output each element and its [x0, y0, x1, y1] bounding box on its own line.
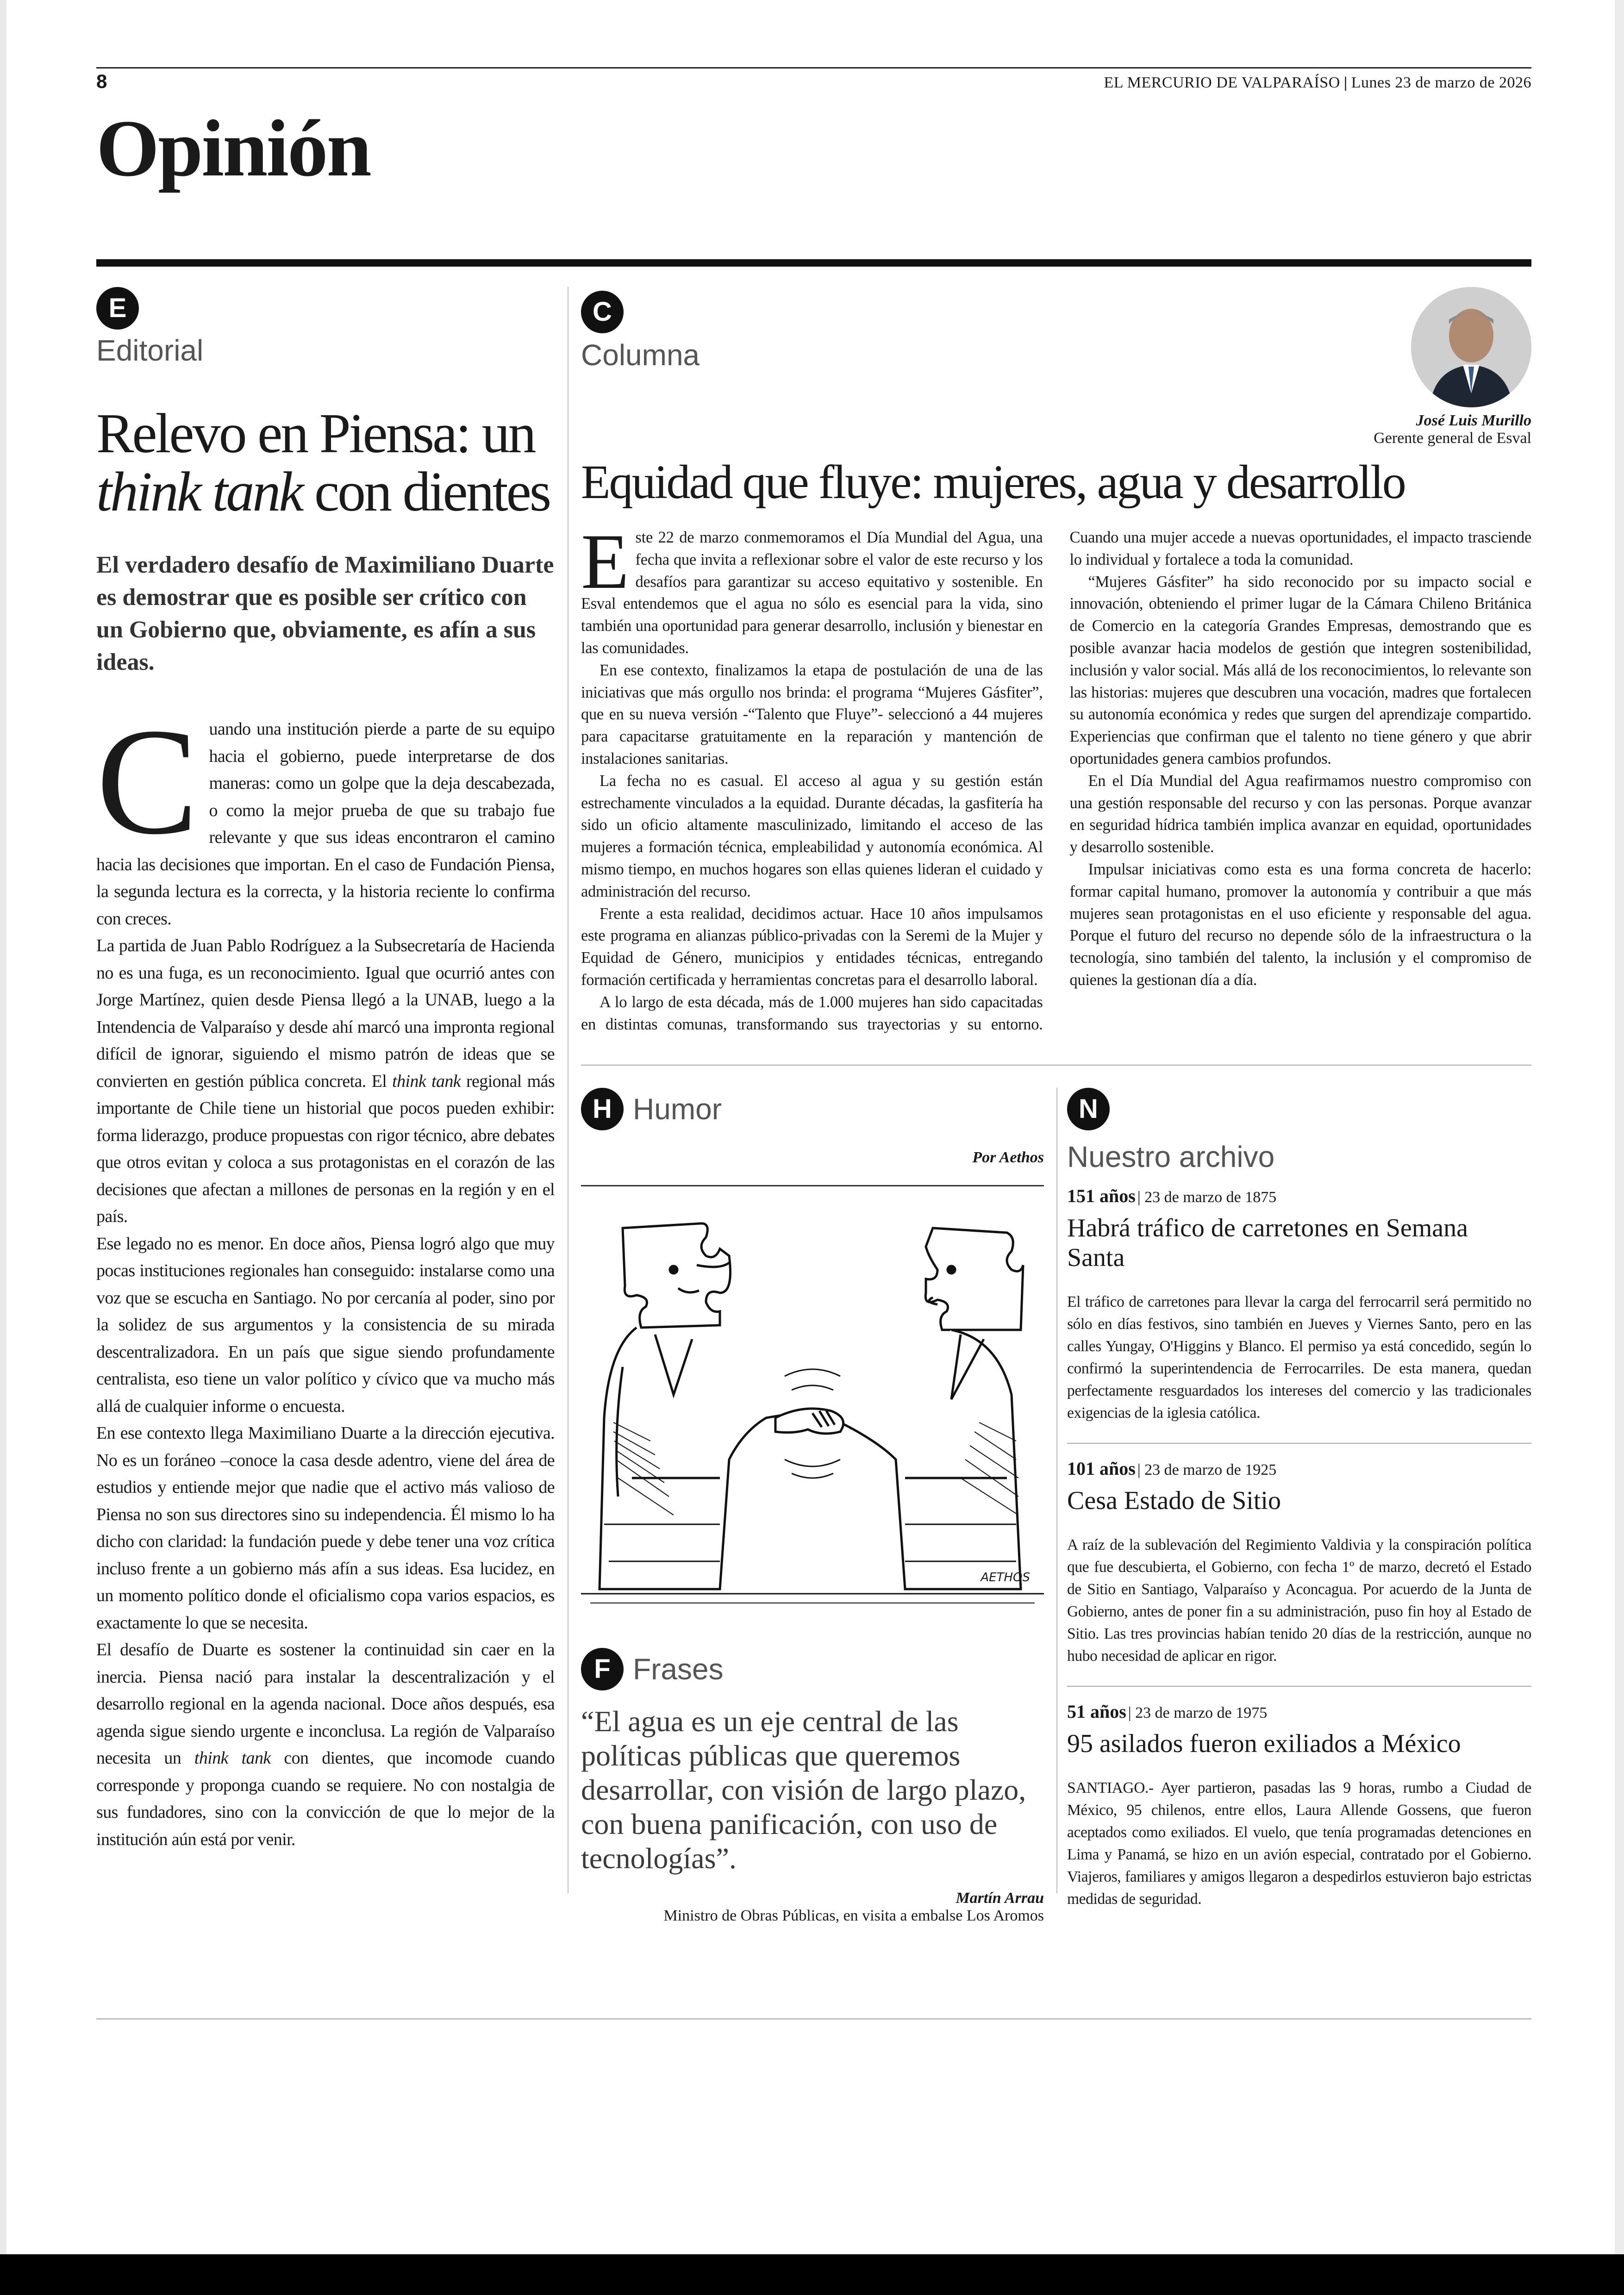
editorial-body	[96, 697, 555, 1853]
columna-paragraph-1	[581, 518, 1043, 660]
columna-paragraph-2: En ese contexto, finalizamos la etapa de postulación de una de las iniciativas que más orgullo nos brinda: el programa “Mujeres Gásfiter”, que en su nueva versión -“Talento que Fluye”- seleccionó a 44 mujeres para capacitarse gratuitamente en la reparación y mantención de instalaciones sanitarias.	[581, 661, 1043, 767]
publication-date: Lunes 23 de marzo de 2026	[1351, 74, 1531, 91]
author-name: José Luis Murillo	[1416, 412, 1531, 429]
editorial-kicker: Editorial	[96, 334, 204, 367]
archivo-item-headline: 95 asilados fueron exiliados a México	[1067, 1729, 1461, 1758]
archivo-divider	[1067, 1443, 1531, 1444]
author-portrait-icon	[1411, 287, 1531, 407]
columna-kicker: Columna	[581, 338, 700, 372]
archivo-item-years: 101 años	[1067, 1458, 1136, 1479]
frases-badge: F	[581, 1648, 624, 1690]
author-photo	[1411, 287, 1531, 407]
masthead	[1104, 74, 1531, 92]
archivo-section	[1067, 1088, 1531, 1910]
archivo-item-date: | 23 de marzo de 1875	[1137, 1189, 1277, 1206]
section-rule	[96, 259, 1531, 267]
archivo-item-body: SANTIAGO.- Ayer partieron, pasadas las 9 horas, rumbo a Ciudad de México, 95 chilenos, entre ellos, Laura Allende Gossens, que fueron aceptados como exiliados. El vuelo, que tenía programadas detenciones en Lima y Panamá, se hizo en un avión especial, contratado por el Gobierno. Viajeros, familiares y amigos llegaron a despedirlos estuvieron bajo estrictas medidas de seguridad.	[1067, 1779, 1531, 1908]
columna-paragraph-3: La fecha no es casual. El acceso al agua y su gestión están estrechamente vinculados a la equidad. Durante décadas, la gasfitería ha sido un oficio altamente masculinizado, limitando el acceso de las mujeres a formación técnica, empleabilidad y autonomía económica. Al mismo tiempo, en muchos hogares son ellas quienes lideran el cuidado y administración del recurso.	[581, 772, 1043, 900]
columna-paragraph-6: “Mujeres Gásfiter” ha sido reconocido por su impacto social e innovación, obteniendo el primer lugar de la Cámara Chileno Británica de Comercio en la categoría Grandes Empresas, demostrando que es posible avanzar hacia modelos de gestión que integren sostenibilidad, inclusión y valor social. Más allá de los reconocimientos, lo relevante son las historias: mujeres que descubren una vocación, madres que fortalecen su autonomía económica y redes que surgen del aprendizaje compartido. Experiencias que confirman que el talento no tiene género y que abrir oportunidades genera cambios profundos.	[1069, 573, 1531, 767]
columna-paragraph-8: Impulsar iniciativas como esta es una forma concreta de hacerlo: formar capital humano, promover la autonomía y contribuir a que más mujeres sean protagonistas en el uso eficiente y responsable del agua. Porque el futuro del recurso no depende sólo de la infraestructura o la tecnología, sino también del talento, la inclusión y el compromiso de quienes la gestionan día a día.	[1069, 860, 1531, 989]
humor-byline: Por Aethos	[972, 1149, 1044, 1166]
editorial-p5-italic: think tank	[194, 1748, 271, 1768]
editorial-p2b-text: regional más importante de Chile tiene un historial que pocos pueden exhibir: forma liderazgo, produce propuestas con rigor técnico, abre debates que otros evitan y coloca a sus protagonistas en el corazón de las decisiones que afectan a millones de personas en la región y en el país.	[96, 1071, 555, 1226]
publication-name: EL MERCURIO DE VALPARAÍSO	[1104, 74, 1340, 91]
editorial-headline-italic: think tank	[96, 461, 302, 523]
editorial-paragraph-4: En ese contexto llega Maximiliano Duarte a la dirección ejecutiva. No es un foráneo –conoce la casa desde adentro, viene del área de estudios y entiende mejor que nadie que el activo más valioso de Piensa no son sus directores sino su independencia. Él mismo lo ha dicho con claridad: la fundación puede y debe tener una voz crítica incluso frente a un gobierno más afín a sus ideas. Esa lucidez, en un momento político donde el oficialismo copa varios espacios, es exactamente lo que se necesita.	[96, 1423, 555, 1633]
header-rule	[96, 67, 1531, 69]
editorial-column	[96, 287, 555, 1853]
humor-section	[581, 1088, 1044, 1612]
humor-badge: H	[581, 1088, 624, 1130]
author-role: Gerente general de Esval	[1374, 430, 1531, 447]
column-divider-right	[1056, 1088, 1057, 1893]
columna-dropcap: E	[581, 518, 629, 605]
editorial-p2-italic: think tank	[392, 1071, 461, 1091]
humor-kicker: Humor	[633, 1092, 722, 1126]
section-title: Opinión	[96, 103, 370, 193]
editorial-p1-text: uando una institución pierde a parte de su equipo hacia el gobierno, puede interpretarse de dos maneras: como un golpe que la deja descabezada, o como la mejor prueba de que su trabajo fue relevante y que sus ideas encontraron el camino hacia las decisiones que importan. En el caso de Fundación Piensa, la segunda lectura es la correcta, y la historia reciente lo confirma con creces.	[96, 719, 555, 929]
archivo-item-headline: Cesa Estado de Sitio	[1067, 1486, 1281, 1515]
editorial-p2a-text: La partida de Juan Pablo Rodríguez a la Subsecretaría de Hacienda no es una fuga, es un reconocimiento. Igual que ocurrió antes con Jorge Martínez, quien desde Piensa llegó a la UNAB, luego a la Intendencia de Valparaíso y desde ahí marcó una impronta regional difícil de ignorar, siguiendo el mismo patrón de ideas que se convierten en gestión pública concreta. El	[96, 936, 555, 1091]
archivo-item	[1067, 1458, 1531, 1667]
columna-paragraph-5: A lo largo de esta década, más de 1.000 mujeres han sido capacitadas en distintas comunas, transformando sus trayectorias y su entorno. Cuando una mujer accede a nuevas oportunidades, el impacto trasciende lo individual y fortalece a toda la comunidad.	[581, 529, 1531, 1033]
frases-section	[581, 1648, 1044, 1925]
editorial-headline-part1: Relevo en Piensa: un	[96, 402, 535, 465]
editorial-paragraph-1	[96, 697, 555, 932]
columna-badge: C	[581, 291, 624, 333]
archivo-kicker: Nuestro archivo	[1067, 1140, 1275, 1173]
editorial-headline	[96, 402, 555, 523]
archivo-item-body: A raíz de la sublevación del Regimiento Valdivia y la conspiración política que fue descubierta, el Gobierno, con fecha 1º de marzo, decretó el Estado de Sitio en Santiago, Valparaíso y Aconcagua. Por acuerdo de la Junta de Gobierno, antes de poner fin a su administración, puso fin hoy al Estado de Sitio. Las tres provincias habían tenido 20 días de la restricción, aunque no hubo necesidad de aplicar en rigor.	[1067, 1536, 1531, 1665]
archivo-badge: N	[1067, 1088, 1110, 1130]
cartoon-signature: AETHOS	[981, 1571, 1030, 1584]
archivo-item-headline: Habrá tráfico de carretones en Semana Santa	[1067, 1214, 1468, 1272]
columna-body	[581, 518, 1531, 1041]
archivo-item-years: 51 años	[1067, 1701, 1126, 1722]
archivo-divider	[1067, 1686, 1531, 1687]
masthead-separator: |	[1343, 74, 1348, 91]
columna-bottom-rule	[581, 1065, 1531, 1066]
cartoon-handshake-icon	[581, 1200, 1044, 1612]
bottom-bar	[0, 2254, 1624, 2295]
page-number: 8	[96, 70, 107, 92]
page-edge-right	[1615, 0, 1624, 2295]
editorial-paragraph-2	[96, 932, 555, 1230]
columna-paragraph-4: Frente a esta realidad, decidimos actuar. Hace 10 años impulsamos este programa en alianzas público-privadas con la Seremi de la Mujer y Equidad de Género, municipios y entidades técnicas, entregando formación certificada y herramientas concretas para el desarrollo laboral.	[581, 904, 1043, 989]
editorial-p5b-text: con dientes, que incomode cuando corresponde y proponga cuando se requiere. No con nostalgia de sus fundadores, sino con la convicción de que lo mejor de la institución aún está por venir.	[96, 1748, 555, 1849]
frases-kicker: Frases	[633, 1653, 724, 1686]
page-edge-left	[0, 0, 6, 2295]
archivo-item-years: 151 años	[1067, 1185, 1136, 1206]
archivo-item	[1067, 1185, 1531, 1424]
columna-p1-text: ste 22 de marzo conmemoramos el Día Mundial del Agua, una fecha que invita a reflexionar sobre el valor de este recurso y los desafíos para garantizar su acceso equitativo y sostenible. En Esval entendemos que el agua no sólo es esencial para la vida, sino también una oportunidad para generar desarrollo, inclusión y bienestar en las comunidades.	[581, 529, 1043, 657]
cartoon	[581, 1200, 1044, 1612]
frases-author: Martín Arrau	[956, 1890, 1044, 1907]
columna-section	[581, 287, 1531, 1041]
archivo-item-body: El tráfico de carretones para llevar la carga del ferrocarril será permitido no sólo en días festivos, sino también en Jueves y Viernes Santo, pero en las calles Yungay, O'Higgins y Blanco. El permiso ya está concedido, según lo confirmó la superintendencia de Ferrocarriles. De esta manera, quedan perfectamente resguardados los intereses del comercio y las tradicionales exigencias de la iglesia católica.	[1067, 1293, 1531, 1422]
columna-paragraph-7: En el Día Mundial del Agua reafirmamos nuestro compromiso con una gestión responsable del recurso y con las personas. Porque avanzar en seguridad hídrica también implica avanzar en equidad, oportunidades y desarrollo sostenible.	[1069, 772, 1531, 856]
archivo-item-date: | 23 de marzo de 1975	[1128, 1704, 1268, 1721]
editorial-paragraph-5	[96, 1636, 555, 1853]
footer-rule	[96, 2018, 1531, 2020]
humor-rule	[581, 1185, 1044, 1186]
editorial-lead: El verdadero desafío de Maximiliano Duarte es demostrar que es posible ser crítico con un Gobierno que, obviamente, es afín a sus ideas.	[96, 552, 554, 675]
editorial-p5a-text: El desafío de Duarte es sostener la continuidad sin caer en la inercia. Piensa nació para instalar la descentralización y el desarrollo regional en la agenda nacional. Doce años después, esa agenda sigue siendo urgente e inconclusa. La región de Valparaíso necesita un	[96, 1640, 555, 1768]
columna-headline: Equidad que fluye: mujeres, agua y desarrollo	[581, 455, 1405, 509]
editorial-headline-part2: con dientes	[302, 461, 550, 523]
editorial-badge: E	[96, 287, 139, 330]
frases-role: Ministro de Obras Públicas, en visita a embalse Los Aromos	[663, 1907, 1044, 1924]
archivo-item-date: | 23 de marzo de 1925	[1137, 1461, 1277, 1478]
archivo-item	[1067, 1701, 1531, 1910]
editorial-paragraph-3: Ese legado no es menor. En doce años, Piensa logró algo que muy pocas instituciones regionales han conseguido: instalarse como una voz que se escucha en Santiago. No por cercanía al poder, sino por la solidez de sus argumentos y la consistencia de su mirada descentralizadora. En un país que sigue siendo profundamente centralista, eso tiene un valor político y cívico que va mucho más allá de cualquier informe o encuesta.	[96, 1234, 555, 1416]
editorial-dropcap: C	[96, 697, 198, 866]
frases-quote: “El agua es un eje central de las políticas públicas que queremos desarrollar, con visión de largo plazo, con buena panificación, con uso de tecnologías”.	[581, 1705, 1026, 1875]
